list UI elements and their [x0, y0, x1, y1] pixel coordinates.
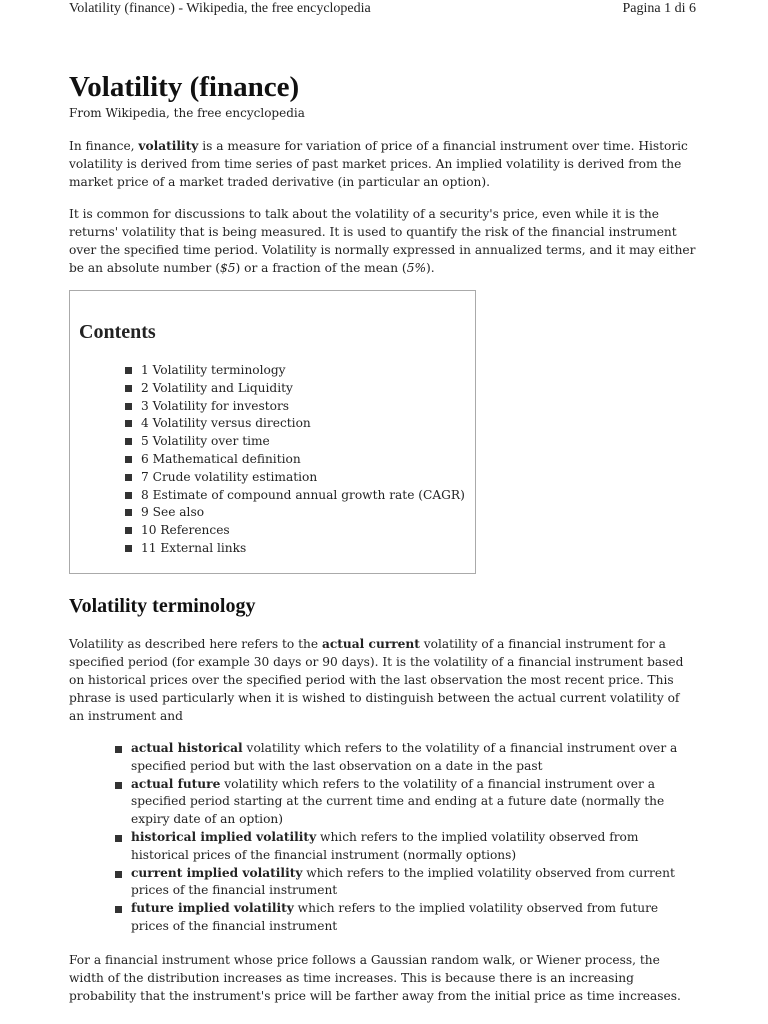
- toc-item[interactable]: [125, 504, 475, 522]
- toc-list: [125, 362, 475, 558]
- intro-paragraph-1: [69, 137, 697, 191]
- intro-p2-run: ) or a fraction of the mean (: [235, 261, 407, 275]
- intro-p1-run: is a measure for variation of price of a financial instrument over time. Historic volatility is derived from time series of past market prices. An implied volatility is derived from the market price of a market traded derivative (in particular an option).: [69, 139, 688, 189]
- intro-p2-run: It is common for discussions to talk about the volatility of a security's price, even while it is the returns' volatility that is being measured. It is used to quantify the risk of the financial instrument over the specified time period. Volatility is normally expressed in annualized terms, and it may either be an absolute number (: [69, 207, 696, 275]
- section-intro-paragraph: [69, 635, 697, 725]
- definition-item: [115, 900, 697, 936]
- bullet-icon: [125, 509, 132, 516]
- bullet-icon: [115, 906, 122, 913]
- toc-item-label[interactable]: 6 Mathematical definition: [141, 451, 301, 466]
- definition-text: which refers to the implied volatility observed from historical prices of the financial instrument (normally options): [131, 829, 639, 862]
- definition-item: [115, 865, 697, 901]
- intro-p2-absolute-example: $5: [220, 261, 236, 275]
- definition-text: volatility which refers to the volatility of a financial instrument over a specified period but with the last observation on a date in the past: [131, 741, 678, 773]
- definition-term: future implied volatility: [131, 901, 294, 916]
- toc-title: Contents: [79, 321, 156, 343]
- intro-p2-run: ).: [426, 261, 435, 275]
- toc-item-label[interactable]: 11 External links: [141, 540, 247, 555]
- section-intro-run: Volatility as described here refers to the: [69, 637, 322, 651]
- bullet-icon: [125, 438, 132, 445]
- toc-item[interactable]: [125, 451, 475, 469]
- intro-paragraph-2: [69, 205, 697, 277]
- section-intro-run: volatility of a financial instrument for a specified period (for example 30 days or 90 days). It is the volatility of a financial instrument based on historical prices over the specified period with the last observation the most recent price. This phrase is used particularly when it is wished to distinguish between the actual current volatility of an instrument and: [69, 637, 684, 723]
- toc-item[interactable]: [125, 487, 475, 505]
- definition-body: [131, 900, 697, 936]
- bullet-icon: [125, 403, 132, 410]
- toc-item[interactable]: [125, 398, 475, 416]
- bullet-icon: [125, 474, 132, 481]
- article-subtitle: From Wikipedia, the free encyclopedia: [69, 106, 305, 120]
- intro-p1-term-volatility: volatility: [138, 139, 199, 153]
- definition-term: actual historical: [131, 741, 243, 755]
- bullet-icon: [125, 456, 132, 463]
- bullet-icon: [115, 871, 122, 878]
- toc-item-label[interactable]: 3 Volatility for investors: [141, 398, 290, 413]
- bullet-icon: [115, 782, 122, 789]
- toc-item-label[interactable]: 9 See also: [141, 505, 205, 520]
- toc-item-label[interactable]: 7 Crude volatility estimation: [141, 469, 318, 484]
- definition-item: [115, 740, 697, 776]
- definition-body: [131, 829, 697, 865]
- definition-item: [115, 776, 697, 829]
- running-header: [69, 1, 696, 17]
- intro-p2-fraction-example: 5%: [406, 261, 427, 275]
- definition-term: actual future: [131, 776, 221, 791]
- toc-item[interactable]: [125, 540, 475, 558]
- toc-item[interactable]: [125, 415, 475, 433]
- toc-item[interactable]: [125, 433, 475, 451]
- bullet-icon: [115, 835, 122, 842]
- bullet-icon: [125, 420, 132, 427]
- definition-body: [131, 865, 697, 901]
- header-doc-title: Volatility (finance) - Wikipedia, the free encyclopedia: [69, 1, 371, 16]
- definition-text: which refers to the implied volatility observed from current prices of the financial instrument: [131, 865, 675, 898]
- toc-item-label[interactable]: 8 Estimate of compound annual growth rate (CAGR): [141, 487, 465, 502]
- bullet-icon: [125, 492, 132, 499]
- definition-body: [131, 740, 697, 776]
- closing-paragraph: For a financial instrument whose price follows a Gaussian random walk, or Wiener process, the width of the distribution increases as time increases. This is because there is an increasing probability that the instrument's price will be farther away from the initial price as time increases.: [69, 952, 681, 1003]
- bullet-icon: [125, 385, 132, 392]
- definition-list: [115, 740, 697, 936]
- toc-item-label[interactable]: 10 References: [141, 523, 230, 538]
- definition-item: [115, 829, 697, 865]
- toc-item[interactable]: [125, 469, 475, 487]
- bullet-icon: [125, 367, 132, 374]
- toc-item[interactable]: [125, 362, 475, 380]
- section-heading: Volatility terminology: [69, 595, 256, 617]
- definition-body: [131, 776, 697, 829]
- section-intro-term: actual current: [321, 637, 420, 651]
- bullet-icon: [125, 545, 132, 552]
- definition-term: historical implied volatility: [131, 829, 317, 844]
- toc-item[interactable]: [125, 380, 475, 398]
- toc-item-label[interactable]: 5 Volatility over time: [141, 434, 270, 449]
- toc-item-label[interactable]: 2 Volatility and Liquidity: [141, 380, 293, 395]
- toc-item[interactable]: [125, 522, 475, 540]
- intro-p1-run: In finance,: [69, 139, 139, 153]
- article-page: [69, 70, 697, 1005]
- bullet-icon: [125, 527, 132, 534]
- definition-term: current implied volatility: [131, 865, 303, 880]
- header-page-indicator: Pagina 1 di 6: [622, 1, 696, 16]
- bullet-icon: [115, 746, 122, 753]
- table-of-contents: [69, 290, 476, 574]
- article-title: Volatility (finance): [69, 71, 300, 103]
- toc-item-label[interactable]: 4 Volatility versus direction: [141, 416, 311, 431]
- toc-item-label[interactable]: 1 Volatility terminology: [141, 363, 286, 377]
- definition-text: which refers to the implied volatility observed from future prices of the financial instrument: [131, 901, 659, 933]
- definition-text: volatility which refers to the volatility of a financial instrument over a specified period starting at the current time and ending at a future date (normally the expiry date of an option): [131, 776, 665, 827]
